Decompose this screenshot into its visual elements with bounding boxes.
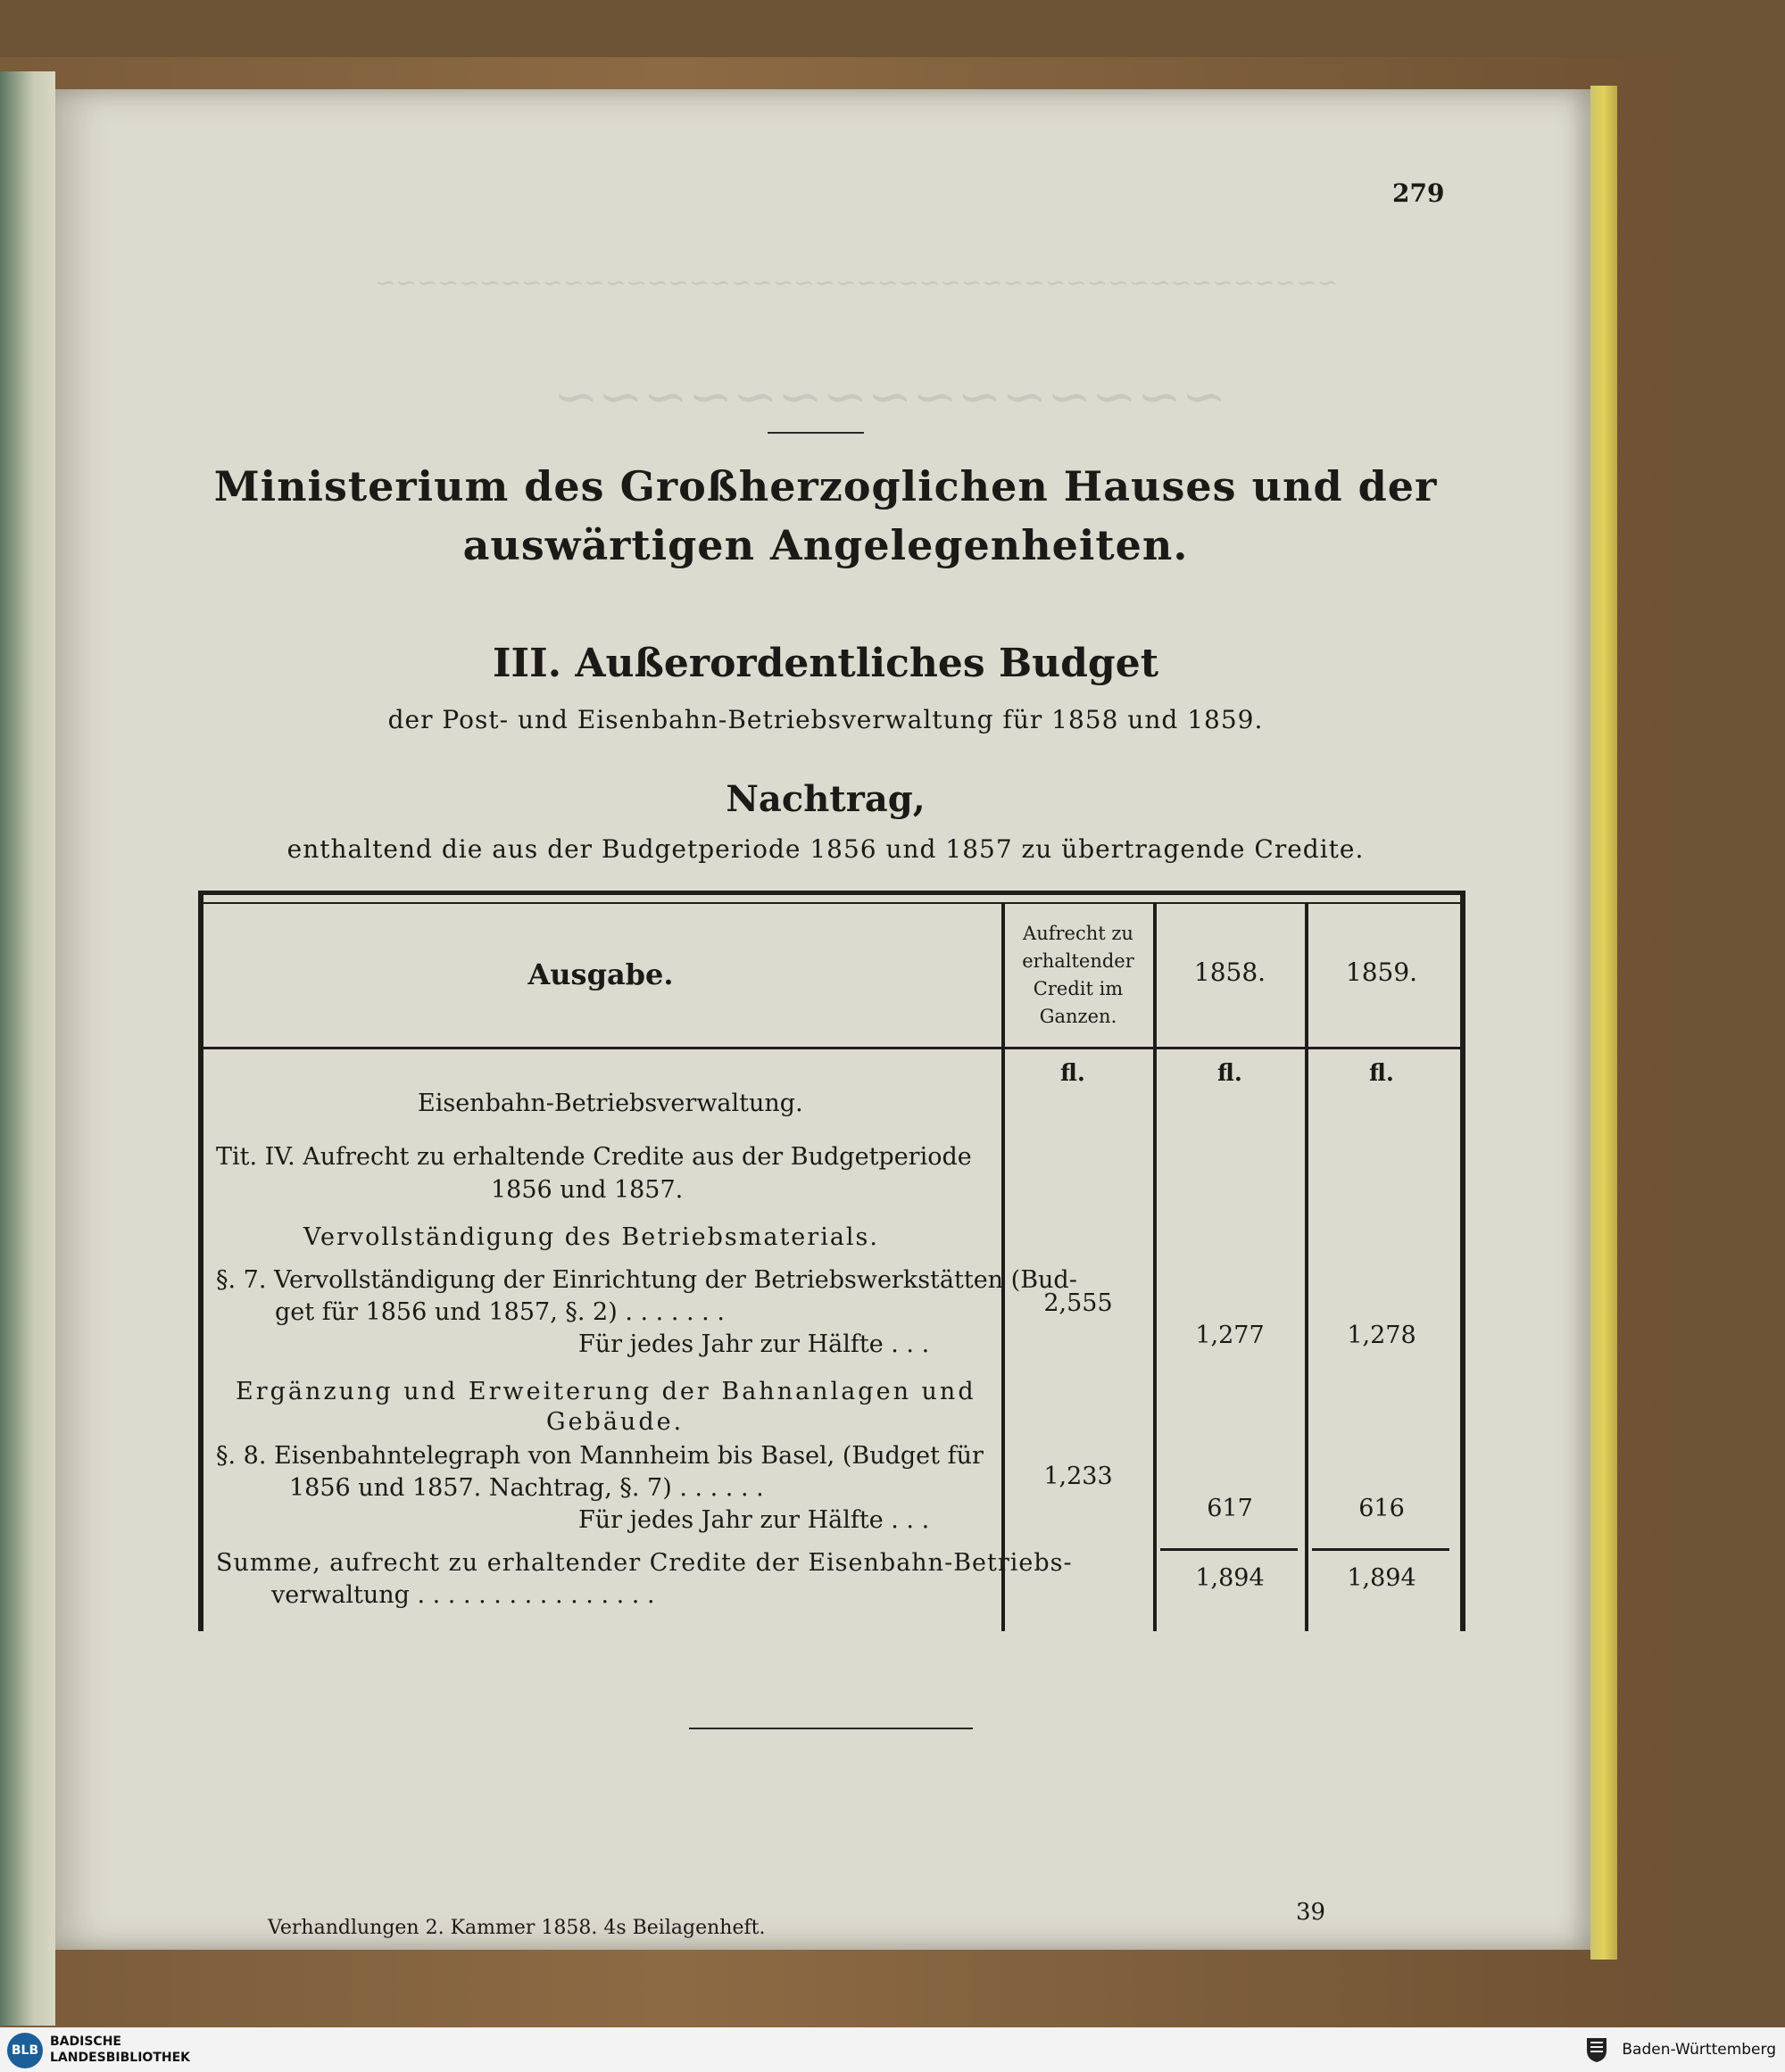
- item-1859: 1,278: [1347, 1322, 1416, 1349]
- baden-wuerttemberg-crest-icon: [1583, 2035, 1610, 2063]
- column-divider: [1305, 902, 1308, 1631]
- title-line: 1856 und 1857.: [491, 1176, 684, 1204]
- item-total: 2,555: [1043, 1289, 1113, 1317]
- bleed-through: ~~~~~~~~~~~~~~~~~~~~~~~~~~~~~~~~~~~~~~~~~~~~~~: [375, 268, 1339, 297]
- sum-line: verwaltung . . . . . . . . . . . . . . . .: [271, 1581, 655, 1609]
- item-line: §. 7. Vervollständigung der Einrichtung der Betriebswerkstätten (Bud-: [216, 1266, 1077, 1294]
- currency-label: fl.: [1060, 1060, 1085, 1087]
- signature-mark: 39: [1296, 1899, 1326, 1926]
- budget-title: III. Außerordentliches Budget: [492, 641, 1159, 686]
- page-stack-edge: [1590, 86, 1617, 1960]
- sum-rule: [1160, 1548, 1298, 1551]
- sum-rule: [1312, 1548, 1449, 1551]
- header-ausgabe: Ausgabe.: [527, 957, 674, 991]
- page-number: 279: [1392, 178, 1445, 208]
- left-page-edge: [0, 71, 55, 2026]
- subsection-title: Vervollständigung des Betriebsmaterials.: [303, 1223, 879, 1251]
- section-title: Eisenbahn-Betriebsverwaltung.: [418, 1090, 803, 1117]
- blb-name-line2: LANDESBIBLIOTHEK: [50, 2051, 191, 2065]
- ministry-heading: Ministerium des Großherzoglichen Hauses und der auswärtigen Angelegenheiten.: [213, 462, 1438, 569]
- item-line: Für jedes Jahr zur Hälfte . . .: [578, 1330, 930, 1358]
- item-line: 1856 und 1857. Nachtrag, §. 7) . . . . . .: [289, 1474, 764, 1502]
- item-line: get für 1856 und 1857, §. 2) . . . . . . .: [275, 1298, 725, 1326]
- item-1858: 617: [1207, 1495, 1253, 1522]
- header-1858: 1858.: [1193, 957, 1266, 987]
- title-line: Tit. IV. Aufrecht zu erhaltende Credite aus der Budgetperiode: [216, 1143, 972, 1171]
- column-divider: [1153, 902, 1157, 1631]
- blb-logo-icon[interactable]: BLB: [7, 2033, 43, 2068]
- nachtrag-description: enthaltend die aus der Budgetperiode 1856 und 1857 zu übertragende Credite.: [286, 834, 1365, 864]
- title-rule: [768, 432, 864, 434]
- sum-line: Summe, aufrecht zu erhaltender Credite der Eisenbahn-Betriebs-: [216, 1549, 1073, 1577]
- item-1858: 1,277: [1195, 1322, 1265, 1349]
- currency-label: fl.: [1217, 1060, 1242, 1087]
- blb-name: [50, 2034, 190, 2066]
- item-line: Für jedes Jahr zur Hälfte . . .: [578, 1506, 930, 1534]
- item-1859: 616: [1358, 1495, 1405, 1522]
- budget-subtitle: der Post- und Eisenbahn-Betriebsverwaltung für 1858 und 1859.: [387, 705, 1264, 734]
- bottom-rule: [689, 1728, 973, 1729]
- item-line: §. 8. Eisenbahntelegraph von Mannheim bis Basel, (Budget für: [216, 1442, 984, 1470]
- budget-table: [198, 891, 1465, 1631]
- library-bar: [0, 2027, 1785, 2072]
- bleed-through: ~~~~~~~~~~~~~~~: [553, 366, 1227, 428]
- header-aufrecht: Aufrecht zu erhaltender Credit im Ganzen.: [1022, 923, 1134, 1027]
- sum-1859: 1,894: [1347, 1564, 1416, 1592]
- item-total: 1,233: [1043, 1463, 1113, 1490]
- subsection-title: Ergänzung und Erweiterung der Bahnanlagen und: [236, 1378, 976, 1405]
- header-rule: [203, 1047, 1460, 1049]
- nachtrag-heading: Nachtrag,: [726, 778, 926, 820]
- bw-label[interactable]: Baden-Württemberg: [1622, 2041, 1776, 2059]
- table-top-rule: [203, 902, 1460, 904]
- currency-label: fl.: [1369, 1060, 1394, 1087]
- header-1859: 1859.: [1345, 957, 1418, 987]
- footer-citation: Verhandlungen 2. Kammer 1858. 4s Beilagenheft.: [268, 1917, 766, 1939]
- subsection-title: Gebäude.: [546, 1408, 685, 1436]
- blb-name-line1: BADISCHE: [50, 2035, 121, 2049]
- sum-1858: 1,894: [1195, 1564, 1265, 1592]
